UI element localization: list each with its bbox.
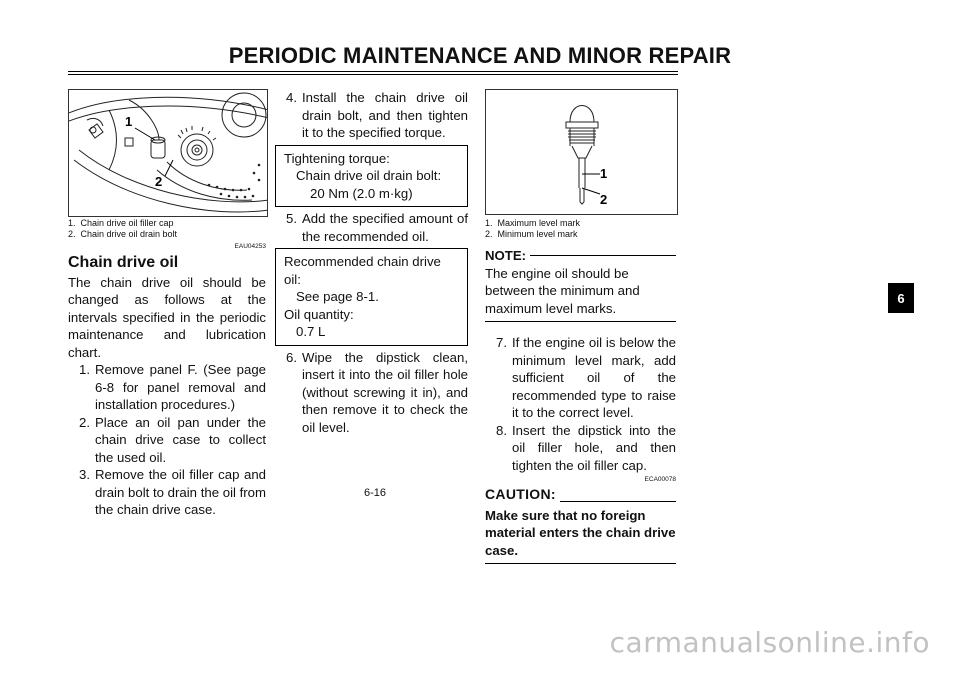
page-title: PERIODIC MAINTENANCE AND MINOR REPAIR — [228, 43, 732, 68]
list-item: 7. If the engine oil is below the minimum level mark, add sufficient oil of the recommended type to raise it to the correct level. — [496, 335, 676, 420]
section-heading: Chain drive oil — [68, 254, 179, 271]
list-item: 6. Wipe the dipstick clean, insert it into the oil filler hole (without screwing it in), and then remove it to check the oil level. — [286, 349, 468, 435]
callout-1: 1 — [600, 166, 608, 181]
caution-code: ECA00078 — [644, 476, 676, 483]
watermark: carmanualsonline.info — [609, 626, 930, 659]
callout-2: 2 — [155, 174, 163, 189]
left-column — [68, 218, 266, 519]
intro-paragraph: The chain drive oil should be changed as follows at the intervals specified in the periodic maintenance and lubrication chart. — [68, 274, 266, 360]
middle-column — [275, 89, 468, 436]
note-heading: NOTE: — [485, 247, 676, 265]
list-item: 8. Insert the dipstick into the oil filler hole, and then tighten the oil filler cap. — [496, 422, 676, 473]
figure2-caption-2: 2. Minimum level mark — [485, 228, 578, 239]
title-rule-thin — [68, 74, 678, 75]
note-divider — [485, 321, 676, 322]
steps-list-right — [485, 334, 676, 474]
note-text: The engine oil should be between the minimum and maximum level marks. — [485, 265, 640, 316]
callout-2: 2 — [600, 192, 608, 207]
chain-drive-illustration — [69, 90, 267, 216]
list-item: 1. Remove panel F. (See page 6-8 for panel removal and installation procedures.) — [79, 362, 266, 412]
list-item: 2. Place an oil pan under the chain drive case to collect the used oil. — [79, 414, 266, 465]
chapter-tab: 6 — [888, 283, 914, 313]
torque-spec-box: Tightening torque: Chain drive oil drain bolt: 20 Nm (2.0 m·kg) — [275, 145, 468, 208]
figure2-caption-1: 1. Maximum level mark — [485, 218, 581, 228]
dipstick-figure — [485, 89, 678, 215]
figure1-caption-2: 2. Chain drive oil drain bolt — [68, 228, 178, 239]
callout-1: 1 — [125, 114, 133, 129]
caution-text: Make sure that no foreign material enters the chain drive case. — [485, 507, 676, 558]
dipstick-illustration — [486, 90, 677, 214]
page-number: 6-16 — [363, 487, 387, 499]
oil-spec-box: Recommended chain drive oil: See page 8-1. Oil quantity: 0.7 L — [275, 248, 468, 346]
chain-drive-figure — [68, 89, 268, 217]
caution-divider — [485, 563, 676, 564]
list-item: 3. Remove the oil filler cap and drain bolt to drain the oil from the chain drive case. — [79, 467, 266, 517]
right-column — [485, 218, 676, 568]
title-rule — [68, 71, 678, 72]
list-item: 4. Install the chain drive oil drain bolt, and then tighten it to the specified torque. — [286, 90, 468, 140]
list-item: 5. Add the specified amount of the recommended oil. — [286, 211, 468, 244]
figure1-caption-1: 1. Chain drive oil filler cap — [68, 218, 174, 228]
section-code: EAU04253 — [234, 243, 266, 250]
caution-label: CAUTION: — [485, 486, 556, 502]
